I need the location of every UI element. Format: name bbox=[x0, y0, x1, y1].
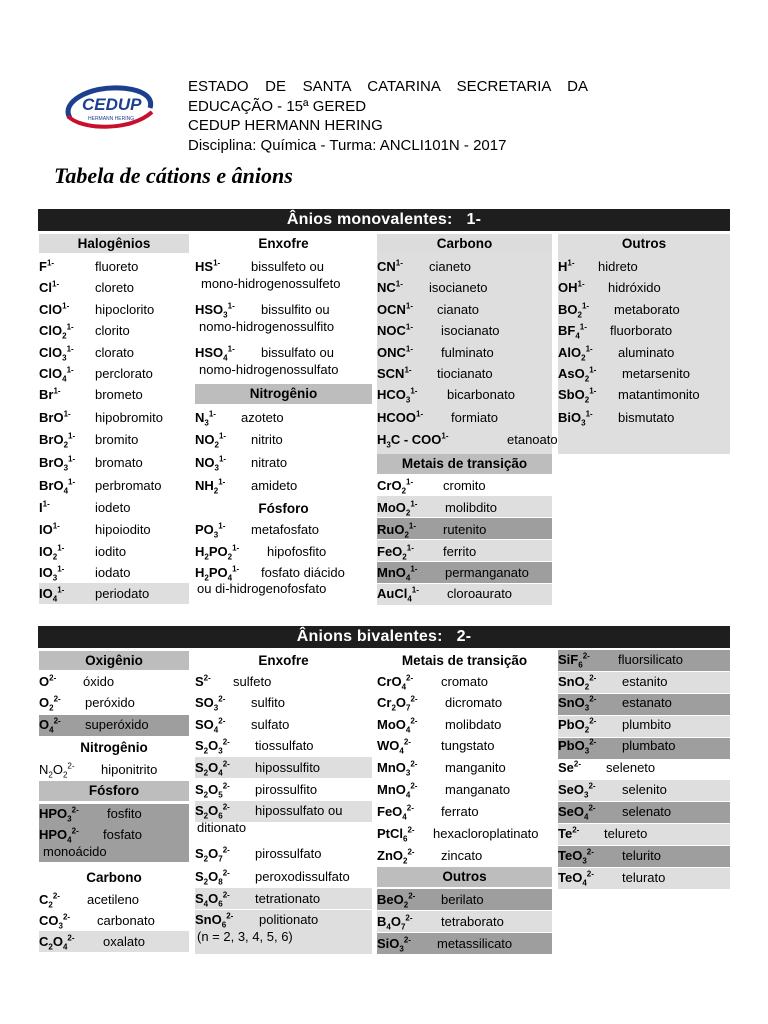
ion-row: BiO$_3^{1-}$ bismutato bbox=[558, 409, 675, 428]
ion-row: TeO$_4^{2-}$ telurato bbox=[558, 869, 666, 888]
ion-row: $IO_2^{1-}$ iodito bbox=[39, 543, 127, 562]
ion-row: $OH^{1-}$ hidróxido bbox=[558, 279, 661, 295]
ion-row: $NC^{1-}$ isocianeto bbox=[377, 279, 488, 295]
ion-row: PbO$_2^{2-}$ plumbito bbox=[558, 716, 672, 735]
ion-row: FeO$_2^{1-}$ ferrito bbox=[377, 543, 477, 562]
ion-row: ClO$^{1-}$ hipoclorito bbox=[39, 301, 155, 317]
ion-row: $NO_2^{1-}$ nitrito bbox=[195, 431, 283, 450]
ion-row: CrO$_2^{1-}$ cromito bbox=[377, 477, 486, 496]
ion-row: $S_2O_7^{2-}$ pirossulfato bbox=[195, 845, 322, 864]
ion-row: $B_4O_7^{2-}$ tetraborato bbox=[377, 913, 504, 932]
ion-row: PbO$_3^{2-}$ plumbato bbox=[558, 737, 676, 756]
ion-name-cont: nomo-hidrogenossulfito bbox=[199, 319, 335, 334]
ion-row: PtCl$_6^{2-}$ hexacloroplatinato bbox=[377, 825, 539, 844]
ion-row: FeO$_4^{2-}$ ferrato bbox=[377, 803, 479, 822]
ion-row: $HCO_3^{1-}$ bicarbonato bbox=[377, 386, 515, 405]
ion-row: $S_2O_5^{2-}$ pirossulfito bbox=[195, 781, 318, 800]
ion-row: SbO$_2^{1-}$ matantimonito bbox=[558, 386, 700, 405]
svg-text:CEDUP: CEDUP bbox=[82, 95, 142, 114]
col-subheader: Metais de transição bbox=[377, 454, 552, 474]
ion-row: AuCl$_4^{1-}$ cloroaurato bbox=[377, 585, 513, 604]
ion-row: $ONC^{1-}$ fulminato bbox=[377, 344, 494, 360]
ion-row: $N_3^{1-}$ azoteto bbox=[195, 409, 284, 428]
header-line: ESTADO DE SANTA CATARINA SECRETARIA DA bbox=[188, 78, 588, 95]
page-title: Tabela de cátions e ânions bbox=[54, 163, 293, 188]
ion-name-cont: monoácido bbox=[43, 844, 107, 859]
ion-row: $O^{2-}$ óxido bbox=[39, 673, 115, 689]
ion-row: BrO$^{1-}$ hipobromito bbox=[39, 409, 163, 425]
col-header: Halogênios bbox=[39, 234, 189, 253]
ion-row: $HPO_3^{2-}$ fosfito bbox=[39, 805, 142, 824]
ion-row: BeO$_2^{2-}$ berilato bbox=[377, 891, 484, 910]
ion-row: $F^{1-}$ fluoreto bbox=[39, 258, 139, 274]
ion-row: $H_2PO_4^{1-}$ fosfato diácido bbox=[195, 564, 345, 583]
ion-row: BrO$_2^{1-}$ bromito bbox=[39, 431, 139, 450]
col-header: Oxigênio bbox=[39, 651, 189, 670]
ion-row: SiF$_6^{2-}$ fluorsilicato bbox=[558, 651, 684, 670]
header-text bbox=[188, 77, 588, 155]
ion-row: ClO$_3^{1-}$ clorato bbox=[39, 344, 135, 363]
svg-text:HERMANN HERING: HERMANN HERING bbox=[88, 116, 135, 122]
ion-row: MnO$_4^{1-}$ permanganato bbox=[377, 564, 529, 583]
ion-row: MnO$_4^{2-}$ manganato bbox=[377, 781, 511, 800]
document-header bbox=[0, 0, 768, 200]
ion-row: $Br^{1-}$ brometo bbox=[39, 386, 143, 402]
monovalent-section bbox=[38, 209, 730, 604]
ion-row: $HPO_4^{2-}$ fosfato bbox=[39, 826, 143, 845]
ion-row: ZnO$_2^{2-}$ zincato bbox=[377, 847, 483, 866]
ion-row: $NH_2^{1-}$ amideto bbox=[195, 477, 298, 496]
bivalent-section bbox=[38, 626, 730, 956]
ion-row: $O_2^{2-}$ peróxido bbox=[39, 694, 135, 713]
ion-row: $O_4^{2-}$ superóxido bbox=[39, 716, 149, 735]
ion-row: $Cl^{1-}$ cloreto bbox=[39, 279, 135, 295]
header-line: EDUCAÇÃO - 15ª GERED bbox=[188, 97, 367, 115]
header-line: Disciplina: Química - Turma: ANCLI101N - 2017 bbox=[188, 136, 507, 154]
ion-row: MnO$_3^{2-}$ manganito bbox=[377, 759, 506, 778]
col-header: Enxofre bbox=[258, 236, 309, 251]
ion-name-cont: ou di-hidrogenofosfato bbox=[197, 581, 327, 596]
ion-row: TeO$_3^{2-}$ telurito bbox=[558, 847, 662, 866]
ion-row: $SO_3^{2-}$ sulfito bbox=[195, 694, 285, 713]
ion-row: $BF_4^{1-}$ fluorborato bbox=[558, 322, 673, 341]
ion-row: $S_4O_6^{2-}$ tetrationato bbox=[195, 890, 321, 909]
ion-row: $HCOO^{1-}$ formiato bbox=[377, 409, 498, 425]
ion-row: $I^{1-}$ iodeto bbox=[39, 499, 131, 515]
ion-row: SnO$_2^{2-}$ estanito bbox=[558, 673, 668, 692]
ion-row: SeO$_3^{2-}$ selenito bbox=[558, 781, 667, 800]
ion-row: $N_2O_2^{2-}$ hiponitrito bbox=[39, 761, 158, 780]
ion-row: MoO$_4^{2-}$ molibdato bbox=[377, 716, 502, 735]
ion-name-cont: mono-hidrogenossulfeto bbox=[201, 276, 341, 291]
ion-row: MoO$_2^{1-}$ molibdito bbox=[377, 499, 498, 518]
col-subheader: Outros bbox=[377, 867, 552, 887]
ion-row: $S_2O_3^{2-}$ tiossulfato bbox=[195, 737, 314, 756]
cedup-logo bbox=[60, 82, 156, 132]
ion-row: $C_2^{2-}$ acetileno bbox=[39, 891, 140, 910]
ion-row: $H^{1-}$ hidreto bbox=[558, 258, 638, 274]
ion-row: AlO$_2^{1-}$ aluminato bbox=[558, 344, 675, 363]
ion-row: $HSO_4^{1-}$ bissulfato ou bbox=[195, 344, 334, 363]
ion-row: $PO_3^{1-}$ metafosfato bbox=[195, 521, 319, 540]
ion-row: SiO$_3^{2-}$ metassilicato bbox=[377, 935, 513, 954]
col-subheader: Fósforo bbox=[39, 781, 189, 801]
ion-row: $H_3C - COO^{1-}$ etanoato bbox=[377, 431, 558, 450]
ion-row: $S_2O_4^{2-}$ hipossulfito bbox=[195, 759, 321, 778]
col-subheader: Fósforo bbox=[258, 501, 309, 516]
ion-row: RuO$_2^{1-}$ rutenito bbox=[377, 521, 487, 540]
ion-row: $H_2PO_2^{1-}$ hipofosfito bbox=[195, 543, 327, 562]
ion-row: $C_2O_4^{2-}$ oxalato bbox=[39, 933, 145, 952]
ion-row: $CO_3^{2-}$ carbonato bbox=[39, 912, 155, 931]
col-header: Outros bbox=[621, 236, 667, 251]
ion-row: CrO$_4^{2-}$ cromato bbox=[377, 673, 488, 692]
section-bar: Ânions bivalentes: 2- bbox=[38, 626, 730, 648]
ion-row: $IO^{1-}$ hipoiodito bbox=[39, 521, 151, 537]
ion-row: $HS^{1-}$ bissulfeto ou bbox=[195, 258, 324, 274]
ion-row: $OCN^{1-}$ cianato bbox=[377, 301, 479, 317]
col-subheader: Nitrogênio bbox=[195, 384, 372, 404]
col-header: Enxofre bbox=[258, 653, 309, 668]
ion-name-cont: nomo-hidrogenossulfato bbox=[199, 362, 339, 377]
ion-name-cont: ditionato bbox=[197, 820, 247, 835]
ion-row: BrO$_3^{1-}$ bromato bbox=[39, 454, 143, 473]
ion-name-cont: (n = 2, 3, 4, 5, 6) bbox=[197, 929, 293, 944]
ion-row: AsO$_2^{1-}$ metarsenito bbox=[558, 365, 690, 384]
ion-row: $IO_4^{1-}$ periodato bbox=[39, 585, 150, 604]
col-subheader: Carbono bbox=[86, 870, 142, 885]
ion-row: $NO_3^{1-}$ nitrato bbox=[195, 454, 288, 473]
section-bar: Ânios monovalentes: 1- bbox=[38, 209, 730, 231]
ion-row: $IO_3^{1-}$ iodato bbox=[39, 564, 131, 583]
ion-row: $Te^{2-}$ telureto bbox=[558, 825, 648, 841]
ion-row: $WO_4^{2-}$ tungstato bbox=[377, 737, 495, 756]
ion-row: $Cr_2O_7^{2-}$ dicromato bbox=[377, 694, 503, 713]
ion-row: $S_2O_6^{2-}$ hipossulfato ou bbox=[195, 802, 343, 821]
ion-row: ClO$_4^{1-}$ perclorato bbox=[39, 365, 153, 384]
ion-row: $SO_4^{2-}$ sulfato bbox=[195, 716, 290, 735]
col-header: Metais de transição bbox=[401, 653, 528, 668]
ion-row: $Se^{2-}$ seleneto bbox=[558, 759, 656, 775]
ion-row: $NOC^{1-}$ isocianato bbox=[377, 322, 500, 338]
ion-row: SnO$_3^{2-}$ estanato bbox=[558, 694, 672, 713]
ion-row: SnO$_6^{2-}$ politionato bbox=[195, 911, 319, 930]
ion-row: $CN^{1-}$ cianeto bbox=[377, 258, 471, 274]
col-header: Carbono bbox=[377, 234, 552, 253]
col-subheader: Nitrogênio bbox=[80, 740, 148, 755]
ion-row: ClO$_2^{1-}$ clorito bbox=[39, 322, 130, 341]
ion-row: $BO_2^{1-}$ metaborato bbox=[558, 301, 680, 320]
ion-row: $S_2O_8^{2-}$ peroxodissulfato bbox=[195, 868, 350, 887]
ion-row: SeO$_4^{2-}$ selenato bbox=[558, 803, 672, 822]
ion-row: BrO$_4^{1-}$ perbromato bbox=[39, 477, 162, 496]
ion-row: $S^{2-}$ sulfeto bbox=[195, 673, 272, 689]
ion-row: $HSO_3^{1-}$ bissulfito ou bbox=[195, 301, 330, 320]
header-line: CEDUP HERMANN HERING bbox=[188, 117, 383, 134]
ion-row: $SCN^{1-}$ tiocianato bbox=[377, 365, 493, 381]
